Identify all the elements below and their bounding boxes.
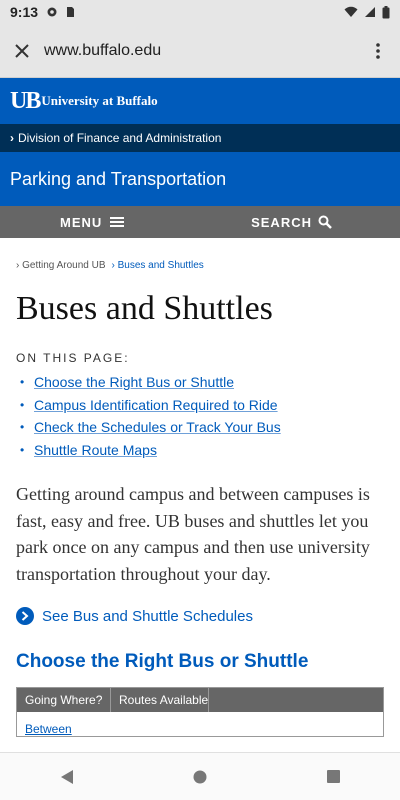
main-content — [0, 238, 400, 752]
close-icon — [14, 43, 30, 59]
status-time: 9:13 — [10, 4, 39, 20]
status-bar — [0, 0, 400, 24]
toc-item — [16, 439, 384, 462]
hamburger-icon — [110, 215, 124, 229]
breadcrumb-parent[interactable]: › Getting Around UB — [16, 260, 106, 271]
home-icon — [193, 770, 207, 784]
routes-table — [16, 687, 384, 737]
ub-logo-name: University at Buffalo — [41, 93, 158, 108]
site-title-link[interactable] — [0, 152, 400, 206]
table-header-cell: Routes Available — [111, 688, 209, 712]
bullet-icon: • — [20, 397, 25, 412]
url-field[interactable]: www.buffalo.edu — [44, 41, 162, 59]
browser-menu-button[interactable] — [356, 24, 400, 78]
chevron-right-icon: › — [10, 131, 14, 145]
ub-logo-link[interactable] — [10, 88, 158, 115]
bullet-icon: • — [20, 442, 25, 457]
recents-icon — [327, 770, 340, 783]
site-nav-bar — [0, 206, 400, 238]
on-page-toc — [16, 371, 384, 461]
breadcrumb-current[interactable]: › Buses and Shuttles — [111, 260, 204, 271]
intro-paragraph: Getting around campus and between campuses is fast, easy and free. UB buses and shuttles let you park once on any campus and then use university transportation throughout your day. — [16, 484, 370, 584]
table-cell-link[interactable]: Between — [25, 722, 72, 736]
section-heading: Choose the Right Bus or Shuttle — [16, 651, 309, 672]
home-button[interactable] — [176, 753, 224, 800]
search-button[interactable] — [251, 215, 332, 230]
menu-label: MENU — [60, 214, 103, 230]
ub-header — [0, 78, 400, 124]
toc-link-campus-id[interactable]: Campus Identification Required to Ride — [34, 396, 278, 413]
site-title: Parking and Transportation — [10, 168, 227, 189]
on-this-page-label: ON THIS PAGE: — [16, 351, 130, 365]
toc-item — [16, 371, 384, 394]
battery-icon — [382, 6, 390, 19]
table-header-row — [17, 688, 383, 712]
wifi-icon — [344, 6, 358, 18]
ub-logo-mark: UB — [10, 87, 40, 114]
table-header-cell: Going Where? — [17, 688, 111, 712]
division-link[interactable] — [0, 124, 400, 152]
search-label: SEARCH — [251, 214, 312, 230]
page-title: Buses and Shuttles — [16, 290, 273, 327]
toc-item — [16, 416, 384, 439]
android-nav-bar — [0, 752, 400, 800]
more-vert-icon — [376, 43, 380, 59]
settings-icon — [46, 6, 58, 18]
division-label: Division of Finance and Administration — [18, 131, 222, 145]
toc-item — [16, 394, 384, 417]
signal-icon — [364, 6, 376, 18]
schedules-cta-link[interactable] — [16, 607, 384, 625]
back-icon — [60, 769, 74, 785]
toc-link-choose-bus[interactable]: Choose the Right Bus or Shuttle — [34, 374, 235, 390]
close-tab-button[interactable] — [0, 24, 44, 78]
toc-link-schedules[interactable]: Check the Schedules or Track Your Bus — [34, 419, 281, 435]
table-row — [17, 712, 383, 736]
recents-button[interactable] — [309, 753, 357, 800]
search-icon — [318, 215, 332, 229]
arrow-circle-icon — [16, 607, 34, 625]
bullet-icon: • — [20, 420, 25, 434]
toc-link-route-maps[interactable]: Shuttle Route Maps — [34, 441, 157, 458]
cta-label: See Bus and Shuttle Schedules — [42, 607, 253, 625]
browser-toolbar — [0, 24, 400, 78]
bullet-icon: • — [20, 375, 25, 389]
sd-card-icon — [64, 6, 76, 18]
menu-button[interactable] — [60, 215, 124, 230]
breadcrumb — [16, 260, 384, 271]
back-button[interactable] — [43, 753, 91, 800]
